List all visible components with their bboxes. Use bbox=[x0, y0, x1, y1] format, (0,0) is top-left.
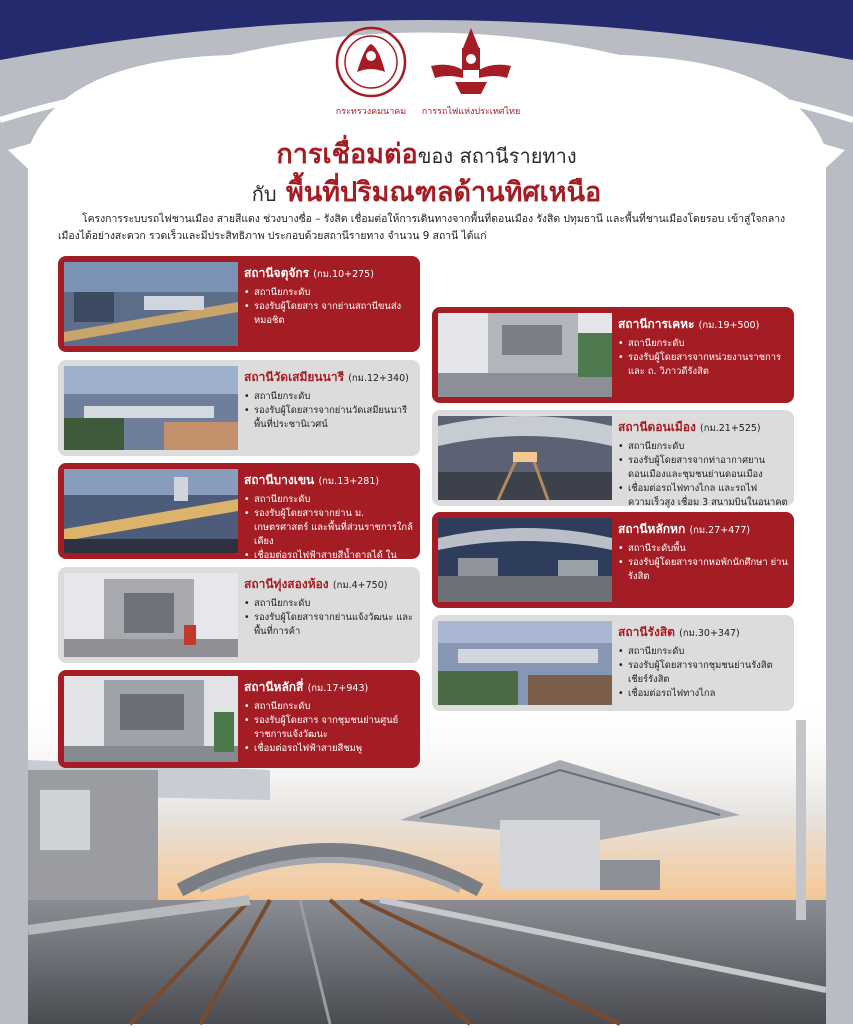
station-name: สถานีจตุจักร bbox=[244, 266, 310, 280]
station-bullet: • สถานียกระดับ bbox=[618, 645, 788, 659]
station-km: (กม.10+275) bbox=[313, 269, 374, 280]
headline-line-2 bbox=[0, 170, 853, 213]
station-bullet: • เชื่อมต่อรถไฟฟ้าสายสีน้ำตาลได้ ใน bbox=[244, 549, 414, 577]
railway-logo bbox=[416, 26, 526, 118]
station-card-bang-khen bbox=[58, 463, 420, 559]
station-bullet: • สถานียกระดับ bbox=[244, 493, 414, 507]
headline-2-bold: พื้นที่ปริมณฑลด้านทิศเหนือ bbox=[285, 177, 602, 208]
station-card-rangsit bbox=[432, 615, 794, 711]
headline-line-1 bbox=[0, 132, 853, 175]
station-name: สถานีหลักหก bbox=[618, 522, 686, 536]
station-bullet: • เชื่อมต่อรถไฟทางไกล และรถไฟความเร็วสูง เชื่อม 3 สนามบินในอนาคต bbox=[618, 482, 788, 510]
station-km: (กม.27+477) bbox=[689, 525, 751, 536]
station-km: (กม.21+525) bbox=[700, 423, 761, 434]
station-card-thung-song-hong bbox=[58, 567, 420, 663]
station-km: (กม.30+347) bbox=[679, 628, 740, 639]
station-bullet: • รองรับผู้โดยสารจากท่าอากาศยาน ดอนเมืองและชุมชนย่านดอนเมือง bbox=[618, 454, 788, 482]
station-bullet: • เชื่อมต่อรถไฟฟ้าสายสีชมพู bbox=[244, 742, 414, 756]
ministry-logo bbox=[326, 26, 416, 118]
ministry-seal-icon bbox=[335, 26, 407, 98]
station-photo bbox=[438, 313, 612, 397]
station-name: สถานีดอนเมือง bbox=[618, 420, 696, 434]
station-name: สถานีรังสิต bbox=[618, 625, 675, 639]
station-photo bbox=[64, 676, 238, 762]
railway-label: การรถไฟแห่งประเทศไทย bbox=[421, 107, 521, 117]
station-photo bbox=[64, 262, 238, 346]
station-bullet: • สถานีระดับพื้น bbox=[618, 542, 788, 556]
station-bullet: • รองรับผู้โดยสาร จากชุมชนย่านศูนย์ราชการแจ้งวัฒนะ bbox=[244, 714, 414, 742]
station-photo bbox=[64, 573, 238, 657]
station-name: สถานีบางเขน bbox=[244, 473, 315, 487]
station-km: (กม.19+500) bbox=[698, 320, 760, 331]
station-photo bbox=[438, 416, 612, 500]
station-photo bbox=[438, 518, 612, 602]
headline-2-light: กับ bbox=[251, 182, 277, 206]
station-name: สถานีทุ่งสองห้อง bbox=[244, 577, 329, 591]
station-card-wat-samian-nari bbox=[58, 360, 420, 456]
station-bullet: • รองรับผู้โดยสาร จากย่านสถานีขนส่งหมอชิต bbox=[244, 300, 414, 328]
station-bullet: • สถานียกระดับ bbox=[244, 286, 414, 300]
station-bullet: • รองรับผู้โดยสารจากย่านแจ้งวัฒนะ และพื้นที่การค้า bbox=[244, 611, 414, 639]
station-card-kan-kheha bbox=[432, 307, 794, 403]
station-bullet: • สถานียกระดับ bbox=[618, 440, 788, 454]
station-bullet: • เชื่อมต่อรถไฟทางไกล bbox=[618, 687, 788, 701]
railway-emblem-icon bbox=[429, 26, 513, 98]
intro-paragraph: โครงการระบบรถไฟชานเมือง สายสีแดง ช่วงบางซื่อ – รังสิต เชื่อมต่อให้การเดินทางจากพื้นที่ดอนเมือง รังสิต ปทุมธานี และพื้นที่ชานเมืองโดยรอบ เข้าสู่ใจกลางเมืองได้อย่างสะดวก รวดเร็วและมีประสิทธิภาพ ประกอบด้วยสถานีรายทาง จำนวน 9 สถานี ได้แก่ bbox=[58, 213, 786, 242]
station-bullet: • สถานียกระดับ bbox=[244, 597, 414, 611]
station-photo bbox=[64, 469, 238, 553]
station-bullet: • รองรับผู้โดยสารจากย่านวัดเสมียนนารี พื้นที่ประชานิเวศน์ bbox=[244, 404, 414, 432]
station-card-lak-hok bbox=[432, 512, 794, 608]
ministry-label: กระทรวงคมนาคม bbox=[335, 107, 407, 117]
station-bullet: • สถานียกระดับ bbox=[244, 390, 414, 404]
station-photo bbox=[64, 366, 238, 450]
station-km: (กม.12+340) bbox=[348, 373, 409, 384]
station-photo bbox=[438, 621, 612, 705]
station-name: สถานีวัดเสมียนนารี bbox=[244, 370, 345, 384]
station-bullet: • รองรับผู้โดยสารจากหน่วยงานราชการ และ ถ. วิภาวดีรังสิต bbox=[618, 351, 788, 379]
headline-1-bold: การเชื่อมต่อ bbox=[276, 139, 418, 170]
station-km: (กม.17+943) bbox=[307, 683, 369, 694]
station-card-lak-si bbox=[58, 670, 420, 768]
station-bullet: • รองรับผู้โดยสารจากย่าน ม. เกษตรศาสตร์ และพื้นที่ส่วนราชการใกล้เคียง bbox=[244, 507, 414, 549]
station-km: (กม.4+750) bbox=[332, 580, 388, 591]
station-card-don-mueang bbox=[432, 410, 794, 506]
station-bullet: • รองรับผู้โดยสารจากหอพักนักศึกษา ย่านรังสิต bbox=[618, 556, 788, 584]
station-bullet: • สถานียกระดับ bbox=[618, 337, 788, 351]
station-bullet: • สถานียกระดับ bbox=[244, 700, 414, 714]
station-name: สถานีการเคหะ bbox=[618, 317, 695, 331]
station-name: สถานีหลักสี่ bbox=[244, 680, 304, 694]
station-bullet: • รองรับผู้โดยสารจากชุมชนย่านรังสิต เชียร์รังสิต bbox=[618, 659, 788, 687]
headline-1-light: ของ สถานีรายทาง bbox=[417, 144, 577, 168]
station-card-chatuchak bbox=[58, 256, 420, 352]
station-km: (กม.13+281) bbox=[318, 476, 380, 487]
